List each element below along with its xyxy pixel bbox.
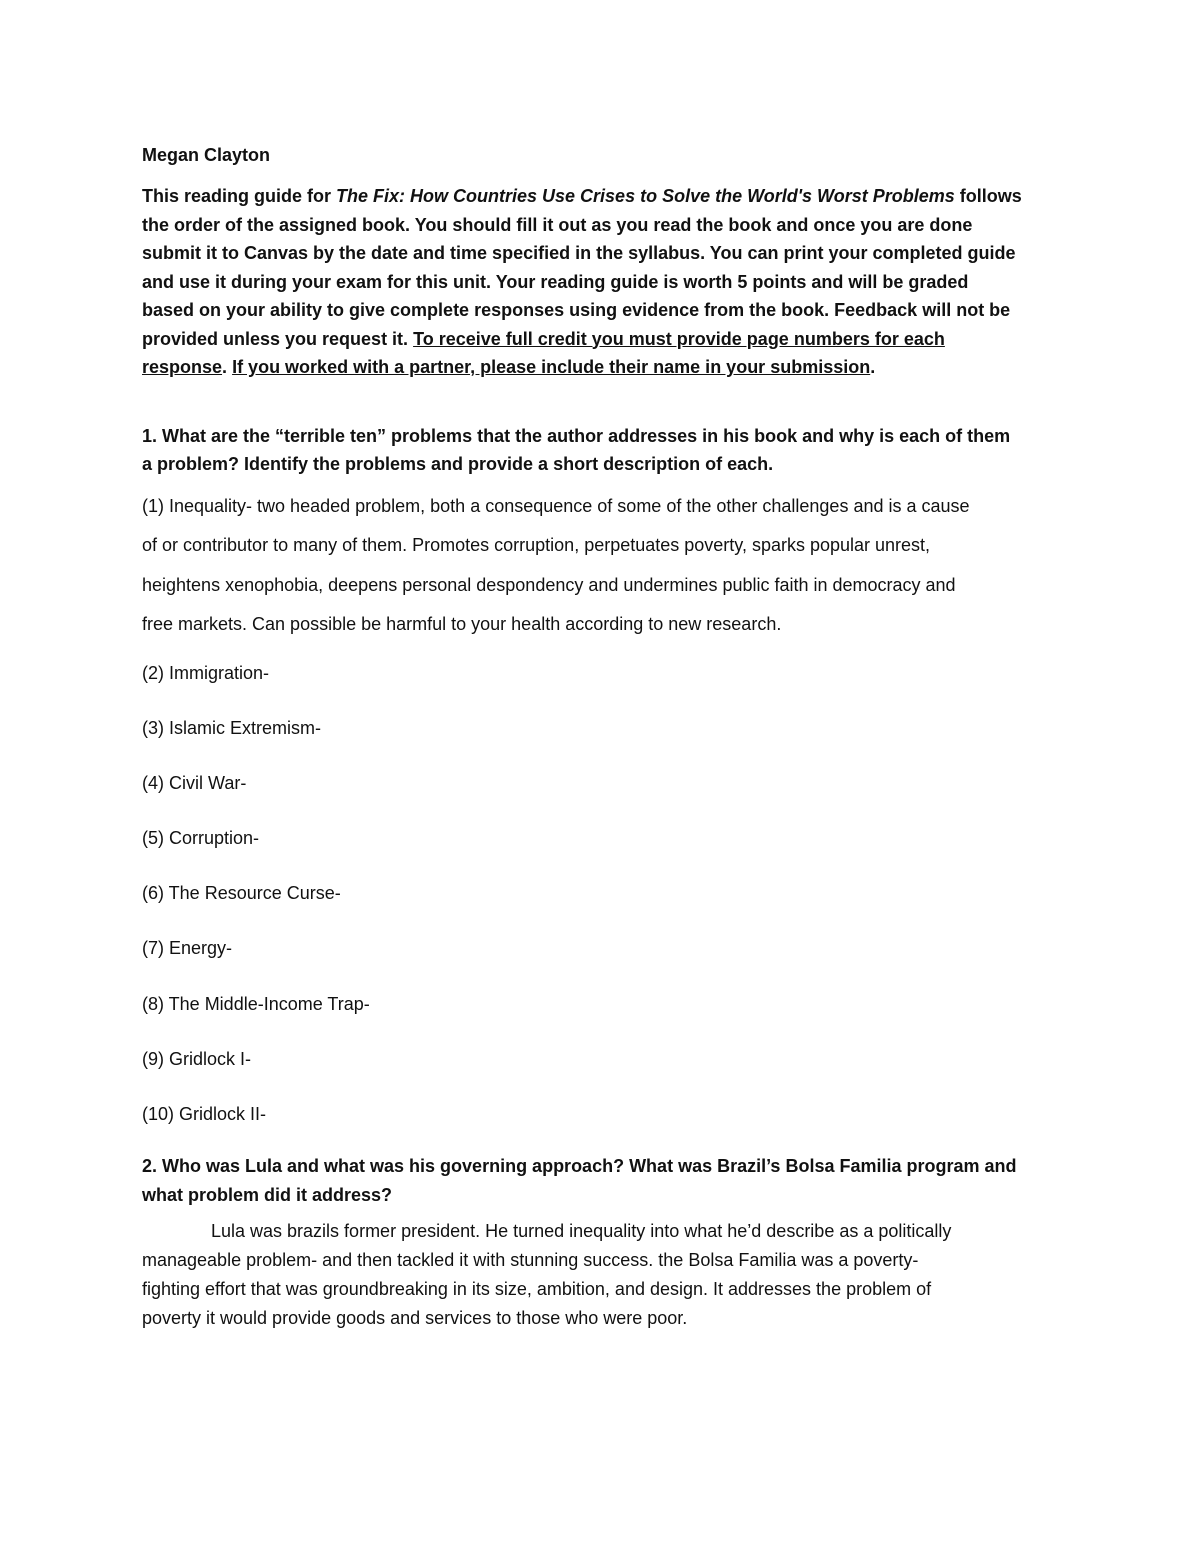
question-2-line-1: 2. Who was Lula and what was his governing approach? What was Brazil’s Bolsa Familia program and (142, 1156, 1017, 1176)
answer-2-line-2: manageable problem- and then tackled it with stunning success. the Bolsa Familia was a poverty- (142, 1250, 919, 1270)
intro-text: . (870, 357, 876, 377)
question-1-line-1: 1. What are the “terrible ten” problems that the author addresses in his book and why is each of them (142, 425, 1011, 446)
answer-1 (142, 487, 1062, 645)
student-name: Megan Clayton (142, 145, 271, 165)
intro-line-2: the order of the assigned book. You should fill it out as you read the book and once you are done (142, 214, 973, 235)
intro-text: . (222, 357, 233, 377)
underlined-requirement: To receive full credit you must provide page numbers for each (413, 328, 945, 349)
problem-item: (5) Corruption- (142, 828, 260, 849)
question-2 (142, 1152, 1062, 1209)
problem-item: (2) Immigration- (142, 662, 270, 683)
intro-line-7 (142, 353, 1062, 382)
answer-1-line-4: free markets. Can possible be harmful to your health according to new research. (142, 614, 782, 634)
answer-1-line-1: (1) Inequality- two headed problem, both a consequence of some of the other challenges and is a cause (142, 495, 970, 516)
problem-list (142, 659, 1062, 1129)
answer-1-line-2: of or contributor to many of them. Promotes corruption, perpetuates poverty, sparks popular unrest, (142, 535, 931, 555)
document-page (142, 140, 1062, 1333)
book-title: The Fix: How Countries Use Crises to Solve the World's Worst Problems (336, 186, 955, 206)
intro-line-4: and use it during your exam for this unit. Your reading guide is worth 5 points and will be graded (142, 271, 969, 292)
problem-item: (4) Civil War- (142, 772, 247, 793)
underlined-requirement: response (142, 357, 223, 377)
intro-paragraph (142, 182, 1062, 382)
problem-item: (6) The Resource Curse- (142, 883, 341, 904)
answer-2-line-4: poverty it would provide goods and services to those who were poor. (142, 1308, 688, 1328)
intro-line-5: based on your ability to give complete responses using evidence from the book. Feedback will not be (142, 300, 1011, 320)
answer-2 (142, 1217, 1062, 1333)
problem-item: (3) Islamic Extremism- (142, 717, 321, 738)
intro-line-1 (142, 182, 1062, 211)
answer-2-line-3: fighting effort that was groundbreaking in its size, ambition, and design. It addresses the problem of (142, 1279, 932, 1299)
answer-1-line-3: heightens xenophobia, deepens personal despondency and undermines public faith in democracy and (142, 574, 956, 595)
problem-item: (8) The Middle-Income Trap- (142, 993, 370, 1014)
question-1 (142, 422, 1062, 479)
intro-text: provided unless you request it. (142, 328, 414, 349)
question-2-line-2: what problem did it address? (142, 1184, 393, 1205)
intro-line-6 (142, 325, 1062, 354)
answer-2-line-1: Lula was brazils former president. He turned inequality into what he’d describe as a politically (211, 1221, 952, 1241)
intro-text: This reading guide for (142, 186, 337, 206)
underlined-partner-note: If you worked with a partner, please include their name in your submission (232, 357, 871, 377)
problem-item: (7) Energy- (142, 938, 233, 959)
intro-line-3: submit it to Canvas by the date and time specified in the syllabus. You can print your completed guide (142, 243, 1016, 263)
question-1-line-2: a problem? Identify the problems and provide a short description of each. (142, 454, 774, 474)
intro-text: follows (954, 186, 1022, 206)
problem-item: (9) Gridlock I- (142, 1048, 252, 1069)
problem-item: (10) Gridlock II- (142, 1104, 267, 1124)
